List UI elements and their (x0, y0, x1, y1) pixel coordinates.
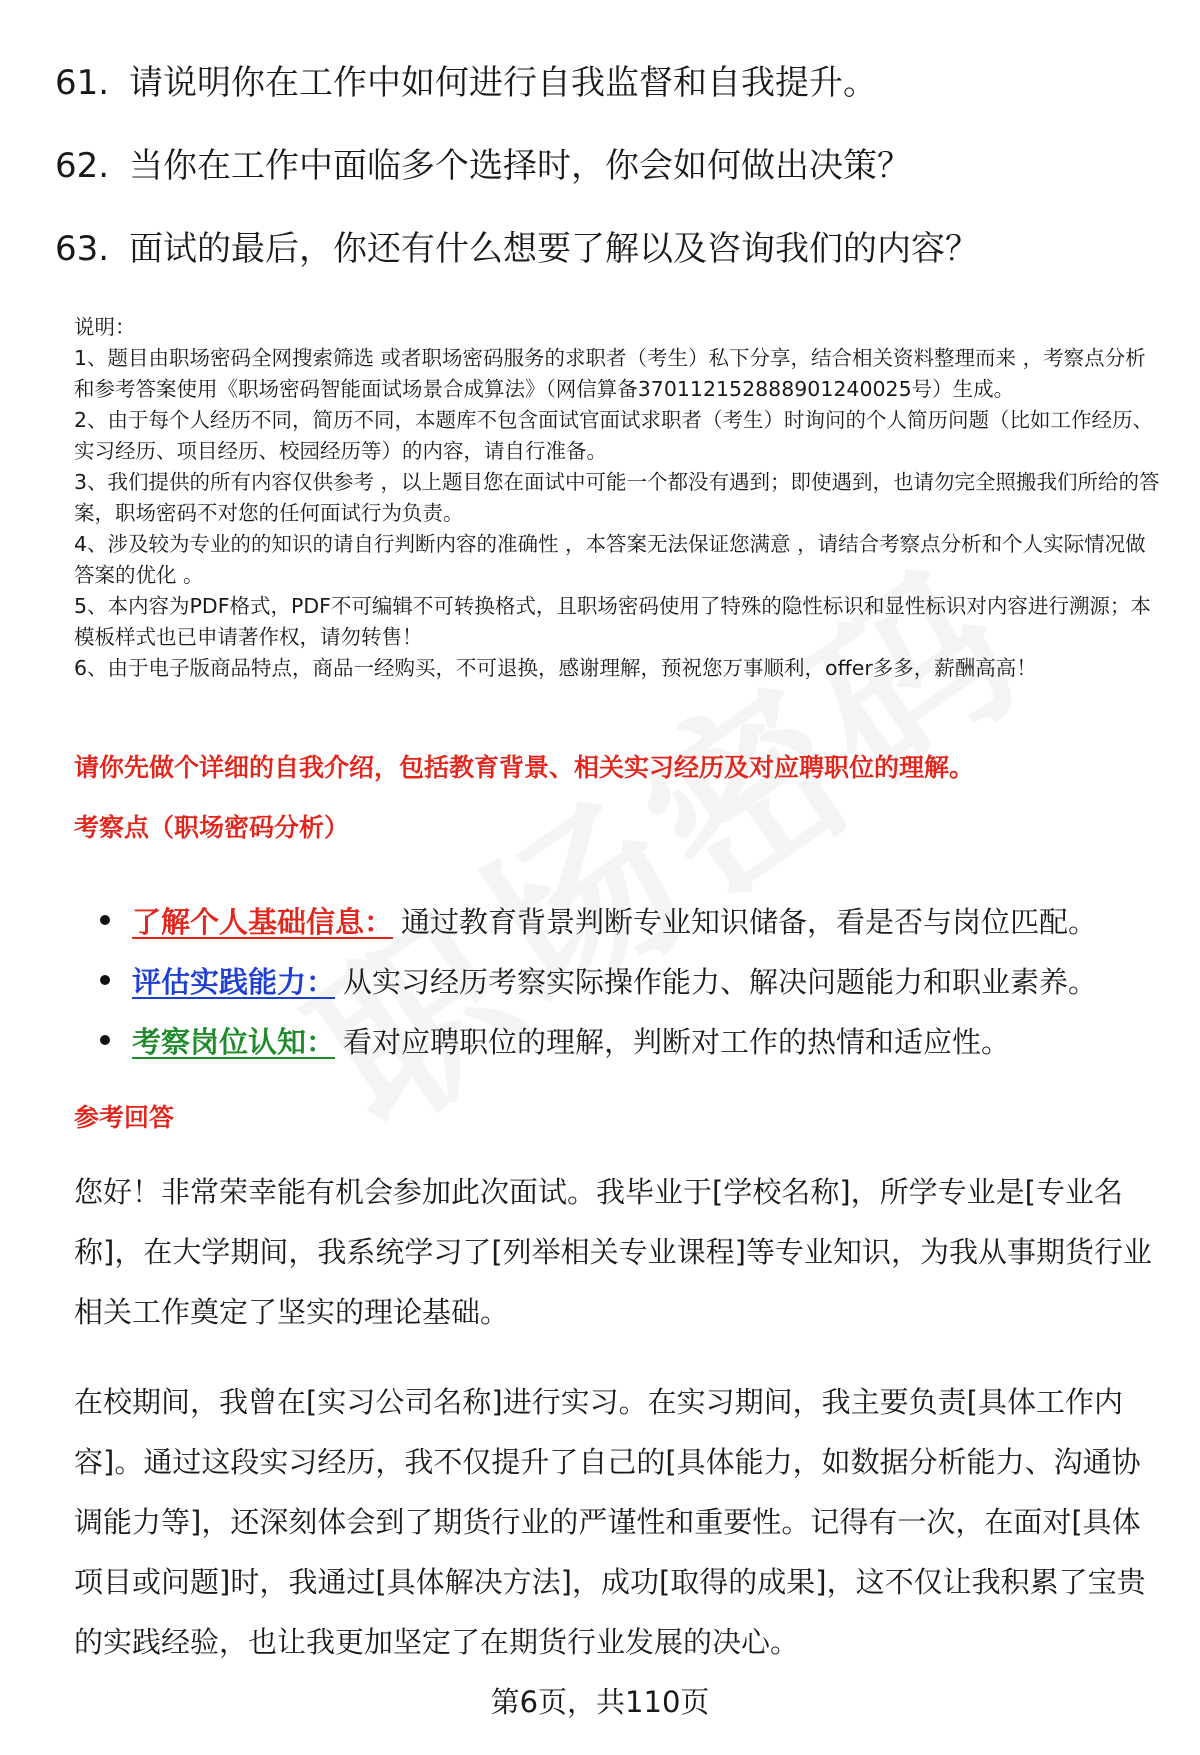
note-item: 2、由于每个人经历不同，简历不同，本题库不包含面试官面试求职者（考生）时询问的个人简历问题（比如工作经历、实习经历、项目经历、校园经历等）的内容，请自行准备。 (74, 408, 1154, 463)
note-item: 1、题目由职场密码全网搜索筛选 或者职场密码服务的求职者（考生）私下分享，结合相关资料整理而来 ，考察点分析和参考答案使用《职场密码智能面试场景合成算法》（网信算备370112152888901240025号）生成。 (74, 346, 1146, 401)
question-list (55, 58, 1155, 307)
note-item: 6、由于电子版商品特点，商品一经购买，不可退换，感谢理解，预祝您万事顺利，offer多多，薪酬高高！ (74, 656, 1037, 680)
question-number: 61. (55, 63, 110, 103)
analysis-point-text: 从实习经历考察实际操作能力、解决问题能力和职业素养。 (343, 964, 1098, 999)
analysis-title: 考察点（职场密码分析） (74, 813, 350, 842)
answer-title: 参考回答 (74, 1103, 175, 1132)
bullet-icon (100, 915, 110, 925)
answer-text: 您好！非常荣幸能有机会参加此次面试。我毕业于[学校名称]，所学专业是[专业名称]，在大学期间，我系统学习了[列举相关专业课程]等专业知识，为我从事期货行业相关工作奠定了坚实的理论基础。 (74, 1175, 1152, 1329)
analysis-point (96, 890, 1176, 950)
page-number: 第6页，共110页 (490, 1685, 710, 1719)
question-text: 请说明你在工作中如何进行自我监督和自我提升。 (129, 63, 877, 103)
analysis-point-text: 看对应聘职位的理解，判断对工作的热情和适应性。 (343, 1024, 1011, 1059)
question-text: 面试的最后，你还有什么想要了解以及咨询我们的内容？ (129, 229, 979, 269)
bullet-icon (100, 975, 110, 985)
note-item: 3、我们提供的所有内容仅供参考 ，以上题目您在面试中可能一个都没有遇到；即使遇到，也请勿完全照搬我们所给的答案，职场密码不对您的任何面试行为负责。 (74, 470, 1160, 525)
analysis-point (96, 1010, 1176, 1070)
analysis-point-key: 了解个人基础信息： (132, 904, 394, 939)
answer-paragraph (74, 1372, 1154, 1672)
notes-heading: 说明： (74, 315, 136, 339)
note-item: 5、本内容为PDF格式，PDF不可编辑不可转换格式，且职场密码使用了特殊的隐性标识和显性标识对内容进行溯源；本模板样式也已申请著作权，请勿转售！ (74, 594, 1151, 649)
analysis-point-text: 通过教育背景判断专业知识储备，看是否与岗位匹配。 (401, 904, 1098, 939)
question-text: 当你在工作中面临多个选择时，你会如何做出决策？ (129, 146, 911, 186)
bullet-icon (100, 1035, 110, 1045)
analysis-point-key: 考察岗位认知： (132, 1024, 336, 1059)
highlighted-question: 请你先做个详细的自我介绍，包括教育背景、相关实习经历及对应聘职位的理解。 (74, 753, 975, 782)
question-item (55, 141, 1155, 191)
answer-paragraph (74, 1162, 1154, 1342)
question-item (55, 58, 1155, 108)
analysis-point (96, 950, 1176, 1010)
analysis-points (96, 890, 1176, 1070)
question-number: 63. (55, 229, 110, 269)
answer-text: 在校期间，我曾在[实习公司名称]进行实习。在实习期间，我主要负责[具体工作内容]。通过这段实习经历，我不仅提升了自己的[具体能力，如数据分析能力、沟通协调能力等]，还深刻体会到了期货行业的严谨性和重要性。记得有一次，在面对[具体项目或问题]时，我通过[具体解决方法]，成功[取得的成果]，这不仅让我积累了宝贵的实践经验，也让我更加坚定了在期货行业发展的决心。 (74, 1385, 1146, 1659)
question-item (55, 224, 1155, 274)
analysis-point-key: 评估实践能力： (132, 964, 336, 999)
note-item: 4、涉及较为专业的的知识的请自行判断内容的准确性 ，本答案无法保证您满意 ，请结合考察点分析和个人实际情况做答案的优化 。 (74, 532, 1146, 587)
question-number: 62. (55, 146, 110, 186)
notes-block (74, 312, 1164, 684)
